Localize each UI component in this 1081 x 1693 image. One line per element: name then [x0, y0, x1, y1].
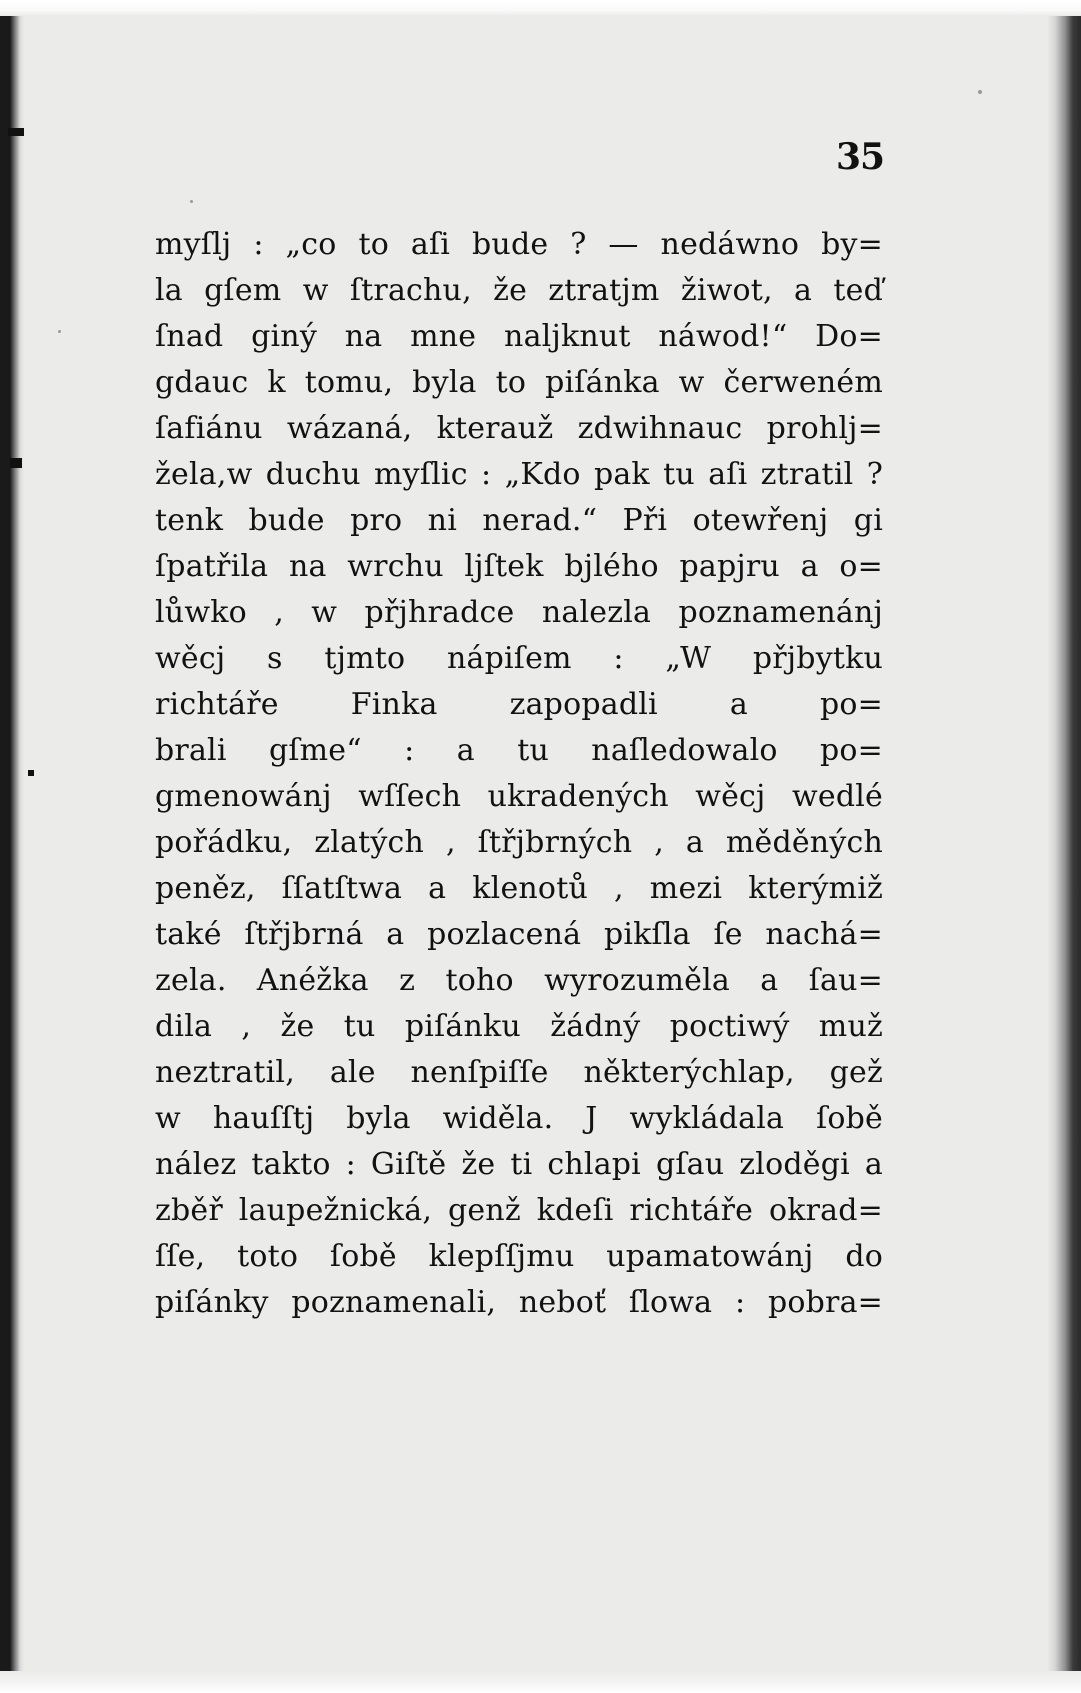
text-line: piſánky poznamenali, neboť ſlowa : pobra= — [155, 1285, 883, 1320]
text-line: žela,w duchu myſlic : „Kdo pak tu aſi ztratil ? — [155, 457, 883, 492]
text-line: wěcj s tjmto nápiſem : „W přjbytku — [155, 641, 883, 676]
text-line: neztratil, ale nenſpiſſe některýchlap, gež — [155, 1055, 883, 1090]
text-line: peněz, ſſatſtwa a klenotů , mezi kterýmiž — [155, 871, 883, 906]
edge-mark — [28, 770, 34, 776]
text-line: brali gſme“ : a tu naſledowalo po= — [155, 733, 883, 768]
text-line: ſſe, toto ſobě klepſſjmu upamatowánj do — [155, 1239, 883, 1274]
text-line: nález takto : Giſtě že ti chlapi gſau zloděgi a — [155, 1147, 883, 1182]
top-page-edge — [0, 0, 1081, 16]
text-line: myſlj : „co to aſi bude ? — nedáwno by= — [155, 227, 883, 262]
text-line: také ſtřjbrná a pozlacená pikſla ſe nachá= — [155, 917, 883, 952]
bottom-page-edge — [0, 1671, 1081, 1693]
text-line: gmenowánj wſſech ukradených wěcj wedlé — [155, 779, 883, 814]
text-line: w hauſſtj byla widěla. J wykládala ſobě — [155, 1101, 883, 1136]
text-line: zela. Anéžka z toho wyrozuměla a ſau= — [155, 963, 883, 998]
paper-speck — [58, 330, 61, 333]
edge-mark — [8, 128, 24, 136]
text-line: ſpatřila na wrchu ljſtek bjlého papjru a o= — [155, 549, 883, 584]
text-line: gdauc k tomu, byla to piſánka w čerweném — [155, 365, 883, 400]
text-line: dila , že tu piſánku žádný poctiwý muž — [155, 1009, 883, 1044]
text-line: lůwko , w přjhradce nalezla poznamenánj — [155, 595, 883, 630]
text-line: tenk bude pro ni nerad.“ Při otewřenj gi — [155, 503, 883, 538]
text-line: zběř laupežnická, genž kdeſi richtáře okrad= — [155, 1193, 883, 1228]
left-page-edge — [0, 0, 24, 1693]
edge-mark — [10, 458, 22, 468]
paper-speck — [978, 90, 982, 94]
text-line: la gſem w ſtrachu, že ztratjm žiwot, a teď — [155, 273, 883, 308]
page-number: 35 — [836, 136, 885, 178]
text-line: pořádku, zlatých , ſtřjbrných , a měděných — [155, 825, 883, 860]
text-line: ſnad giný na mne naljknut náwod!“ Do= — [155, 319, 883, 354]
text-line: richtáře Finka zapopadli a po= — [155, 687, 883, 722]
paper-speck — [190, 200, 193, 203]
text-line: ſafiánu wázaná, kterauž zdwihnauc prohlj= — [155, 411, 883, 446]
body-text — [155, 222, 883, 1326]
right-page-edge — [1047, 0, 1081, 1693]
